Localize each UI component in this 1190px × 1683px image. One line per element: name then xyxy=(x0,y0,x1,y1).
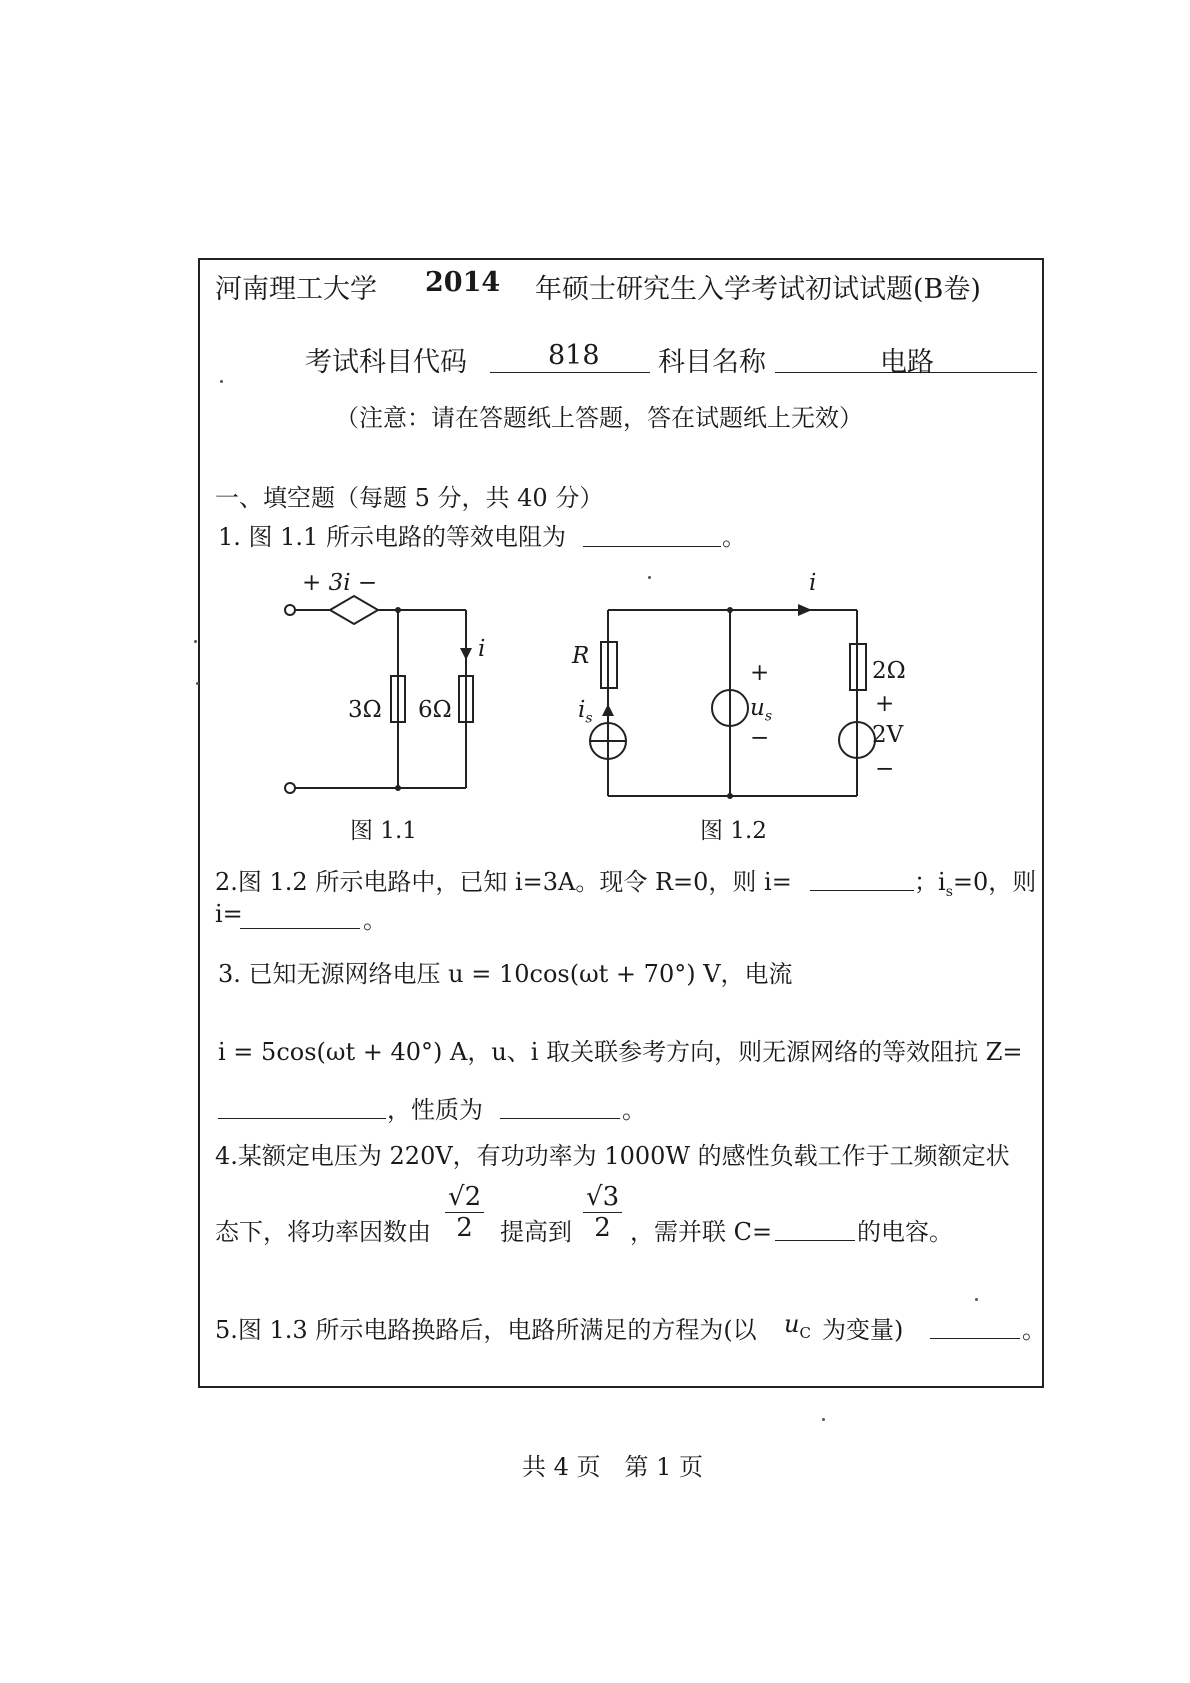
question-3-line3-mid: ，性质为 xyxy=(387,1096,483,1124)
current-arrow-fig1 xyxy=(460,648,472,660)
scan-speck xyxy=(822,1418,825,1421)
question-2-line2-suffix: 。 xyxy=(363,906,387,934)
fig2-v-minus: − xyxy=(875,756,895,782)
question-4-line2-d: 的电容。 xyxy=(857,1218,953,1246)
question-2-text: 2.图 1.2 所示电路中，已知 i=3A。现令 R=0，则 i= xyxy=(215,868,792,896)
question-5-blank xyxy=(930,1338,1020,1339)
current-arrow-fig2 xyxy=(798,604,812,616)
question-1-blank xyxy=(583,546,721,547)
question-4-line2-b: 提高到 xyxy=(500,1218,572,1246)
subject-code-underline xyxy=(490,372,650,373)
fig2-is-label: $i_s$ xyxy=(578,697,593,727)
question-1-suffix: 。 xyxy=(722,523,746,551)
question-2-mid: ；$i_s=0$，则 xyxy=(914,868,1037,900)
fig1-r1-label: 3Ω xyxy=(348,697,382,723)
question-1-text: 1. 图 1.1 所示电路的等效电阻为 xyxy=(218,523,566,551)
subject-name-label: 科目名称 xyxy=(658,347,766,378)
fig2-us-minus: − xyxy=(750,725,770,751)
question-2-blank-2 xyxy=(240,928,360,929)
fig1-current-label: i xyxy=(478,636,486,662)
scan-speck xyxy=(196,682,199,685)
subject-code: 818 xyxy=(548,340,600,371)
fig2-us-label: $u_s$ xyxy=(750,695,773,725)
question-4-line1: 4.某额定电压为 220V，有功功率为 1000W 的感性负载工作于工频额定状 xyxy=(215,1142,1010,1170)
figure-1-1-caption: 图 1.1 xyxy=(350,818,417,844)
fraction-sqrt2-over-2: $\frac{√2}{2}$ xyxy=(445,1182,484,1243)
fig2-r-label: R xyxy=(572,643,590,669)
question-5-mid: 为变量) xyxy=(822,1316,904,1344)
scan-speck xyxy=(975,1298,978,1301)
section-title: 一、填空题（每题 5 分，共 40 分） xyxy=(215,484,604,512)
university-name: 河南理工大学 xyxy=(215,274,377,305)
dependent-source-diamond xyxy=(330,596,378,624)
dependent-source-label: + 3i − xyxy=(302,570,378,596)
figure-1-2-caption: 图 1.2 xyxy=(700,818,767,844)
fig2-current-label: i xyxy=(809,570,817,596)
question-3-line3-suffix: 。 xyxy=(622,1096,646,1124)
fraction-sqrt3-over-2: $\frac{√3}{2}$ xyxy=(583,1182,622,1243)
exam-year: 2014 xyxy=(425,267,501,298)
question-4-blank xyxy=(775,1240,855,1241)
question-2-line2-prefix: i= xyxy=(215,900,243,928)
terminal-bottom xyxy=(285,783,295,793)
question-3-line1: 3. 已知无源网络电压 u = 10cos(ωt + 70°) V，电流 xyxy=(218,960,793,988)
scan-speck xyxy=(220,380,223,383)
fig1-r2-label: 6Ω xyxy=(418,697,452,723)
notice: （注意：请在答题纸上答题，答在试题纸上无效） xyxy=(335,404,863,432)
fig2-v-plus: + xyxy=(875,691,895,717)
question-5-variable: $u_C$ xyxy=(784,1310,811,1342)
fig2-v-label: 2V xyxy=(872,722,904,748)
fig2-r2-label: 2Ω xyxy=(872,658,906,684)
page-footer: 共 4 页 第 1 页 xyxy=(522,1453,704,1481)
current-source-arrow xyxy=(602,704,614,716)
question-5-prefix: 5.图 1.3 所示电路换路后，电路所满足的方程为(以 xyxy=(215,1316,757,1344)
question-4-line2-a: 态下，将功率因数由 xyxy=(215,1218,431,1246)
scan-speck xyxy=(648,576,651,579)
subject-code-label: 考试科目代码 xyxy=(305,347,467,378)
question-2-blank-1 xyxy=(810,890,914,891)
fig2-us-plus: + xyxy=(750,660,770,686)
question-4-line2-c: ，需并联 C= xyxy=(630,1218,773,1246)
question-5-suffix: 。 xyxy=(1022,1316,1046,1344)
subject-name: 电路 xyxy=(880,347,934,378)
terminal-top xyxy=(285,605,295,615)
scan-speck xyxy=(194,640,197,643)
question-3-line2: i = 5cos(ωt + 40°) A，u、i 取关联参考方向，则无源网络的等效阻抗 Z= xyxy=(218,1038,1023,1066)
question-3-blank-2 xyxy=(500,1118,620,1119)
exam-title: 年硕士研究生入学考试初试试题(B卷) xyxy=(535,274,981,305)
question-3-blank-1 xyxy=(218,1118,386,1119)
